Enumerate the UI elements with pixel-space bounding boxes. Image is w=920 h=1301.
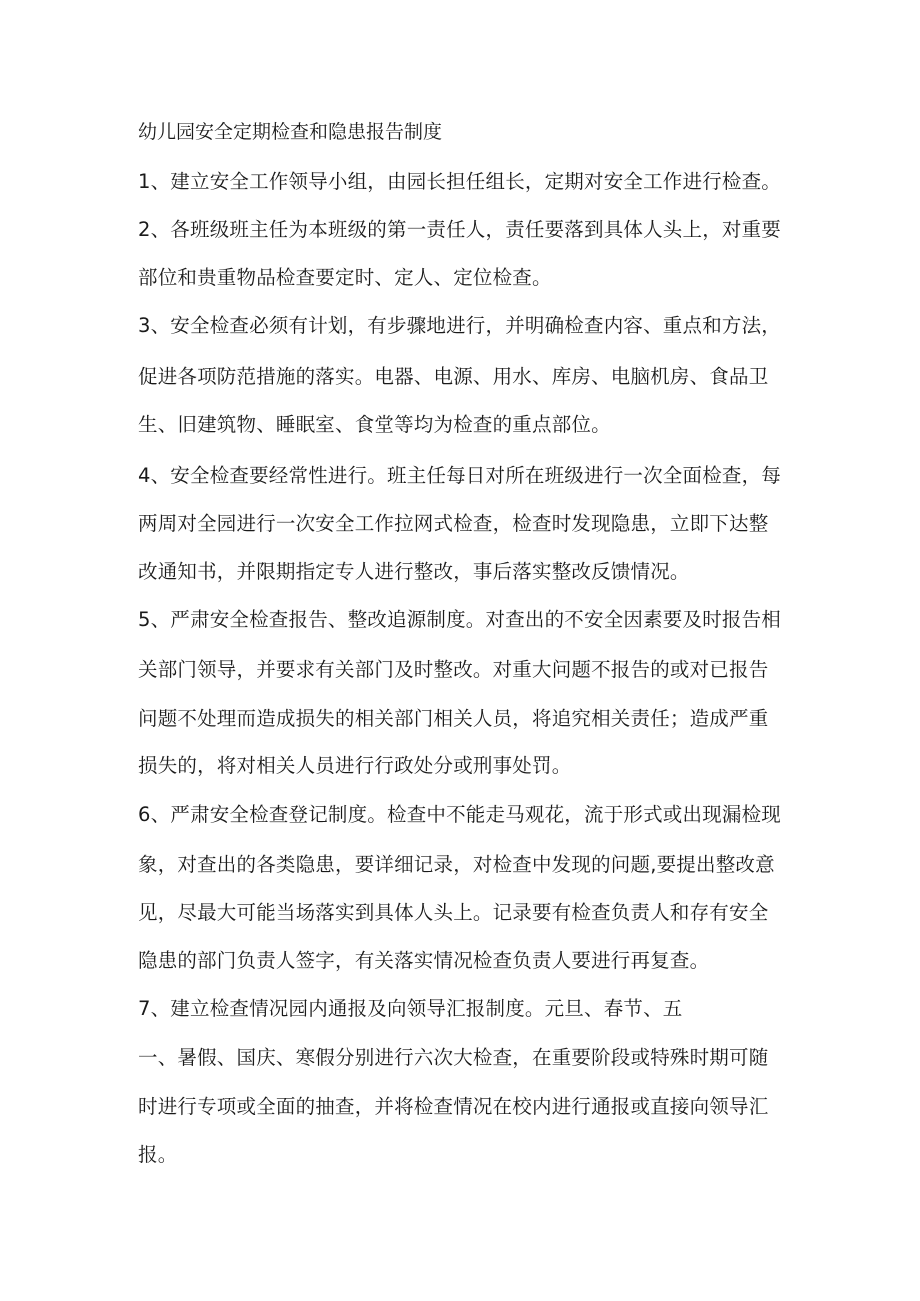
- paragraph-line: 4、安全检查要经常性进行。班主任每日对所在班级进行一次全面检查，每: [138, 464, 782, 487]
- paragraph-line: 6、严肃安全检查登记制度。检查中不能走马观花，流于形式或出现漏检现: [138, 803, 782, 826]
- paragraph-line: 一、暑假、国庆、寒假分别进行六次大检查，在重要阶段或特殊时期可随: [138, 1046, 769, 1069]
- paragraph-line: 生、旧建筑物、睡眠室、食堂等均为检查的重点部位。: [138, 413, 611, 436]
- document-title: 幼儿园安全定期检查和隐患报告制度: [138, 121, 443, 143]
- paragraph-line: 时进行专项或全面的抽查，并将检查情况在校内进行通报或直接向领导汇: [138, 1095, 769, 1118]
- paragraph-line: 报。: [138, 1143, 178, 1166]
- paragraph-line: 1、建立安全工作领导小组，由园长担任组长，定期对安全工作进行检查。: [138, 170, 782, 193]
- paragraph-line: 两周对全园进行一次安全工作拉网式检查，检查时发现隐患，立即下达整: [138, 512, 769, 535]
- paragraph-line: 见，尽最大可能当场落实到具体人头上。记录要有检查负责人和存有安全: [138, 901, 769, 924]
- paragraph-line: 3、安全检查必须有计划，有步骤地进行，并明确检查内容、重点和方法，: [138, 314, 782, 337]
- paragraph-line: 促进各项防范措施的落实。电器、电源、用水、库房、电脑机房、食品卫: [138, 365, 769, 388]
- paragraph-line: 7、建立检查情况园内通报及向领导汇报制度。元旦、春节、五: [138, 997, 683, 1020]
- paragraph-line: 部位和贵重物品检查要定时、定人、定位检查。: [138, 266, 552, 289]
- paragraph-line: 损失的，将对相关人员进行行政处分或刑事处罚。: [138, 754, 572, 777]
- paragraph-line: 改通知书，并限期指定专人进行整改，事后落实整改反馈情况。: [138, 560, 690, 583]
- paragraph-line: 关部门领导，并要求有关部门及时整改。对重大问题不报告的或对已报告: [138, 658, 769, 681]
- paragraph-line: 问题不处理而造成损失的相关部门相关人员，将追究相关责任；造成严重: [138, 707, 769, 730]
- paragraph-line: 5、严肃安全检查报告、整改追源制度。对查出的不安全因素要及时报告相: [138, 608, 782, 631]
- paragraph-line: 2、各班级班主任为本班级的第一责任人，责任要落到具体人头上，对重要: [138, 218, 782, 241]
- paragraph-line: 象，对查出的各类隐患，要详细记录，对检查中发现的问题,要提出整改意: [138, 853, 775, 876]
- paragraph-line: 隐患的部门负责人签字，有关落实情况检查负责人要进行再复查。: [138, 949, 710, 972]
